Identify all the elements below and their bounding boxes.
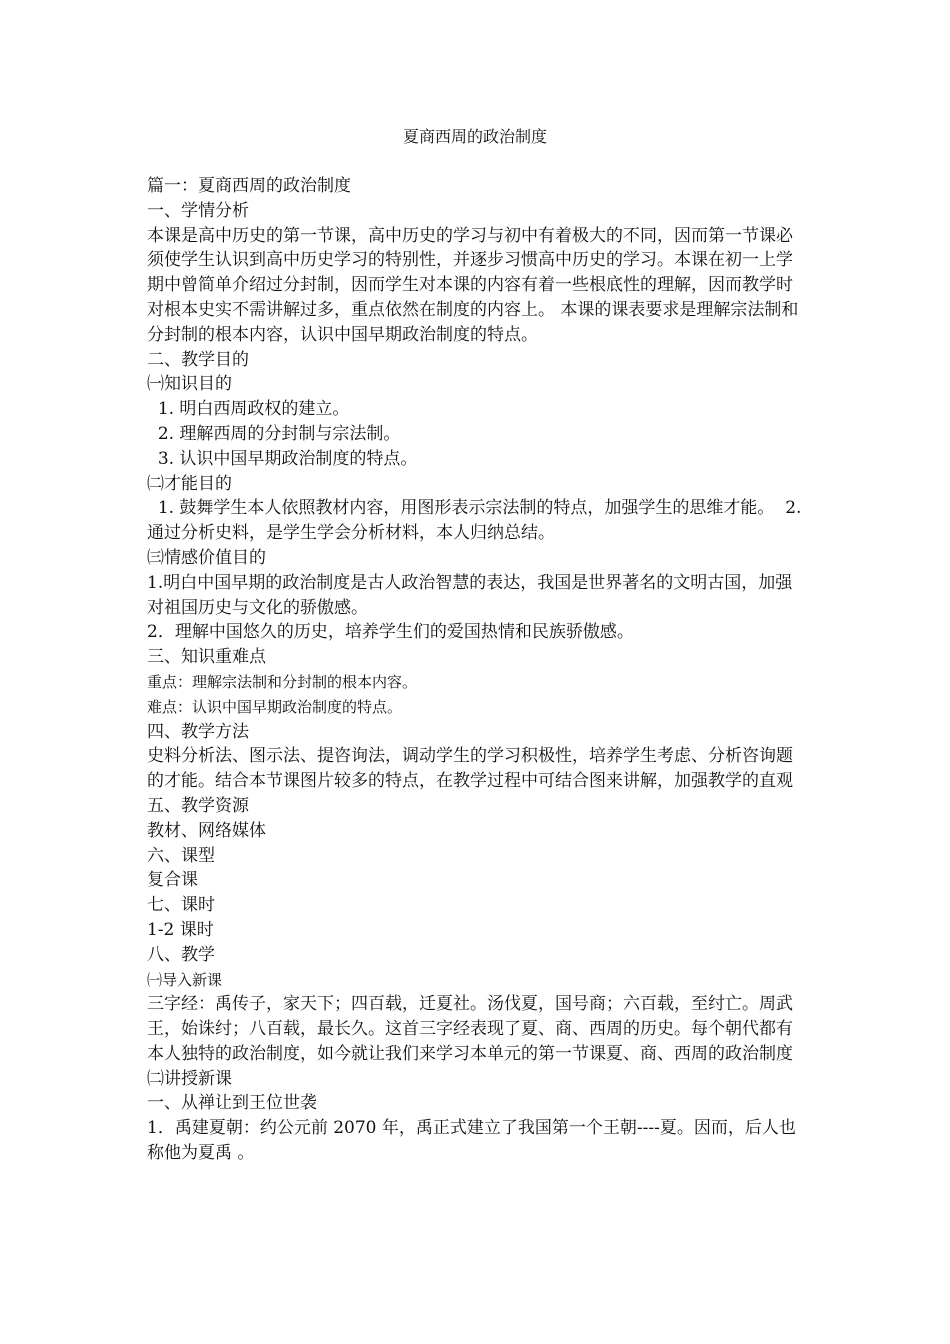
section-heading: 六、课型 (147, 845, 215, 866)
paragraph: 1. 鼓舞学生本人依照教材内容，用图形表示宗法制的特点，加强学生的思维才能。 2.通过分析史料，是学生学会分析材料，本人归纳总结。 (147, 498, 802, 544)
subsection-heading: ㈡才能目的 (147, 473, 232, 494)
paragraph: 难点：认识中国早期政治制度的特点。 (147, 697, 403, 716)
section-heading: 一、学情分析 (147, 200, 249, 221)
paragraph: 史料分析法、图示法、提咨询法，调动学生的学习积极性，培养学生考虑、分析咨询题的才能。结合本节课图片较多的特点，在教学过程中可结合图来讲解，加强教学的直观 (147, 746, 793, 792)
paragraph: 1.明白中国早期的政治制度是古人政治智慧的表达，我国是世界著名的文明古国，加强对祖国历史与文化的骄傲感。 (147, 572, 793, 618)
paragraph: 重点：理解宗法制和分封制的根本内容。 (147, 672, 418, 691)
list-item: 1. 明白西周政权的建立。 (147, 399, 350, 420)
document-title: 夏商西周的政治制度 (402, 127, 547, 146)
list-item: 2. 理解西周的分封制与宗法制。 (147, 423, 401, 444)
subsection-heading: ㈢情感价值目的 (147, 547, 266, 568)
section-heading: 七、课时 (147, 895, 215, 916)
paragraph: 三字经：禹传子，家天下；四百载，迁夏社。汤伐夏，国号商；六百载，至纣亡。周武王，始诛纣；八百载，最长久。这首三字经表现了夏、商、西周的历史。每个朝代都有本人独特的政治制度，如今就让我们来学习本单元的第一节课夏、商、西周的政治制度 ㈡讲授新课 (147, 994, 799, 1089)
subsection-heading: ㈠知识目的 (147, 374, 232, 395)
section-heading: 篇一：夏商西周的政治制度 (147, 176, 351, 196)
document-body (147, 174, 807, 1166)
paragraph: 1．禹建夏朝：约公元前 2070 年，禹正式建立了我国第一个王朝----夏。因而，后人也称他为夏禹 。 (147, 1118, 796, 1164)
paragraph: 1-2 课时 (147, 919, 214, 940)
list-item: 3. 认识中国早期政治制度的特点。 (147, 448, 418, 469)
paragraph: 2．理解中国悠久的历史，培养学生们的爱国热情和民族骄傲感。 (147, 622, 634, 643)
section-heading: 三、知识重难点 (147, 647, 266, 668)
section-heading: 五、教学资源 (147, 795, 249, 816)
section-heading: 二、教学目的 (147, 349, 249, 370)
section-heading: 八、教学 (147, 944, 215, 965)
section-heading: 一、从禅让到王位世袭 (147, 1093, 317, 1114)
paragraph: 本课是高中历史的第一节课，高中历史的学习与初中有着极大的不同，因而第一节课必须使学生认识到高中历史学习的特别性，并逐步习惯高中历史的学习。本课在初一上学期中曾简单介绍过分封制，因而学生对本课的内容有着一些根底性的理解，因而教学时对根本史实不需讲解过多，重点依然在制度的内容上。 本课的课表要求是理解宗法制和分封制的根本内容，认识中国早期政治制度的特点。 (147, 225, 799, 345)
section-heading: 四、教学方法 (147, 721, 249, 742)
paragraph: 教材、网络媒体 (147, 820, 266, 841)
subsection-heading: ㈠导入新课 (147, 970, 223, 989)
paragraph: 复合课 (147, 870, 198, 891)
